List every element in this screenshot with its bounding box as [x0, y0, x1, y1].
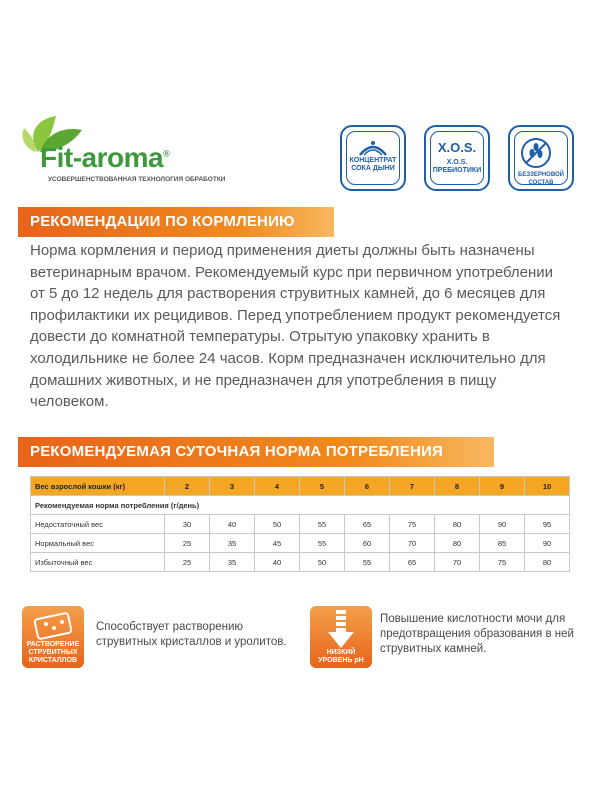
badge-label-line2: СОКА ДЫНИ: [351, 165, 395, 172]
weight-cell: 2: [165, 477, 210, 496]
table-cell: 75: [390, 515, 435, 534]
table-row: [31, 534, 570, 553]
table-row: [31, 553, 570, 572]
table-subheader-row: [31, 496, 570, 515]
weight-cell: 9: [480, 477, 525, 496]
norm-table: [30, 476, 570, 572]
table-cell: 50: [255, 515, 300, 534]
low-ph-icon-label: НИЗКИЙ УРОВЕНЬ pH: [318, 649, 364, 664]
xos-icon: X.O.S.: [437, 140, 477, 155]
weight-cell: 5: [300, 477, 345, 496]
table-cell: 55: [300, 515, 345, 534]
badge-label-line1: КОНЦЕНТРАТ: [349, 157, 397, 164]
weight-cell: 3: [210, 477, 255, 496]
table-cell: 55: [345, 553, 390, 572]
logo-subtitle: УСОВЕРШЕНСТВОВАННАЯ ТЕХНОЛОГИЯ ОБРАБОТКИ: [48, 176, 226, 183]
row-label: Недостаточный вес: [31, 515, 165, 534]
weight-cell: 8: [435, 477, 480, 496]
table-cell: 80: [435, 534, 480, 553]
table-cell: 40: [210, 515, 255, 534]
brand-logo: [18, 112, 226, 183]
table-cell: 35: [210, 534, 255, 553]
crystals-feature-icon: [22, 606, 84, 668]
table-cell: 65: [390, 553, 435, 572]
badge-label-line1: X.O.S.: [446, 159, 468, 166]
low-ph-feature-text: Повышение кислотности мочи для предотвращения образования в ней струвитных камней.: [380, 613, 574, 655]
table-cell: 75: [480, 553, 525, 572]
low-ph-feature-icon: [310, 606, 372, 668]
table-cell: 65: [345, 515, 390, 534]
table-cell: 90: [525, 534, 570, 553]
table-cell: 50: [300, 553, 345, 572]
table-cell: 35: [210, 553, 255, 572]
weight-cell: 10: [525, 477, 570, 496]
weight-cell: 7: [390, 477, 435, 496]
weight-header: Вес взрослой кошки (кг): [31, 477, 165, 496]
table-row: [31, 515, 570, 534]
table-cell: 95: [525, 515, 570, 534]
weight-cell: 6: [345, 477, 390, 496]
logo-wordmark: Fit-aroma®: [40, 142, 170, 173]
table-cell: 70: [390, 534, 435, 553]
crystals-icon-label: РАСТВОРЕНИЕ СТРУВИТНЫХ КРИСТАЛЛОВ: [26, 641, 80, 664]
norm-subheader: Рекомендуемая норма потребления (г/день): [31, 496, 570, 515]
table-cell: 25: [165, 553, 210, 572]
norm-heading: РЕКОМЕНДУЕМАЯ СУТОЧНАЯ НОРМА ПОТРЕБЛЕНИЯ: [18, 437, 494, 467]
table-cell: 25: [165, 534, 210, 553]
table-cell: 90: [480, 515, 525, 534]
feeding-text: Норма кормления и период применения диеты должны быть назначены ветеринарным врачом. Рекомендуемый курс при первичном употреблении от 5 до 12 недель для растворения струвитных камней, до 6 месяцев для профилактики их рецидивов. Перед употреблением продукт рекомендуется довести до комнатной температуры. Отрытую упаковку хранить в холодильнике не более 24 часов. Корм предназначен исключительно для домашних животных, и не предназначен для употребления в пищу человеком.: [30, 242, 561, 411]
grain-free-badge: [508, 125, 574, 191]
badge-label-line1: БЕЗЗЕРНОВОЙ СОСТАВ: [518, 172, 564, 186]
table-cell: 80: [435, 515, 480, 534]
row-label: Избыточный вес: [31, 553, 165, 572]
table-header-row: [31, 477, 570, 496]
table-cell: 40: [255, 553, 300, 572]
table-cell: 70: [435, 553, 480, 572]
row-label: Нормальный вес: [31, 534, 165, 553]
weight-cell: 4: [255, 477, 300, 496]
low-ph-arrow-icon: [310, 608, 372, 652]
feeding-heading: РЕКОМЕНДАЦИИ ПО КОРМЛЕНИЮ: [18, 207, 334, 237]
table-cell: 85: [480, 534, 525, 553]
xos-badge: [424, 125, 490, 191]
table-cell: 45: [255, 534, 300, 553]
table-cell: 80: [525, 553, 570, 572]
table-cell: 30: [165, 515, 210, 534]
table-cell: 60: [345, 534, 390, 553]
table-cell: 55: [300, 534, 345, 553]
melon-juice-badge: [340, 125, 406, 191]
badge-label-line2: ПРЕБИОТИКИ: [432, 167, 482, 174]
crystals-feature-text: Способствует растворению струвитных кристаллов и уролитов.: [96, 621, 287, 648]
